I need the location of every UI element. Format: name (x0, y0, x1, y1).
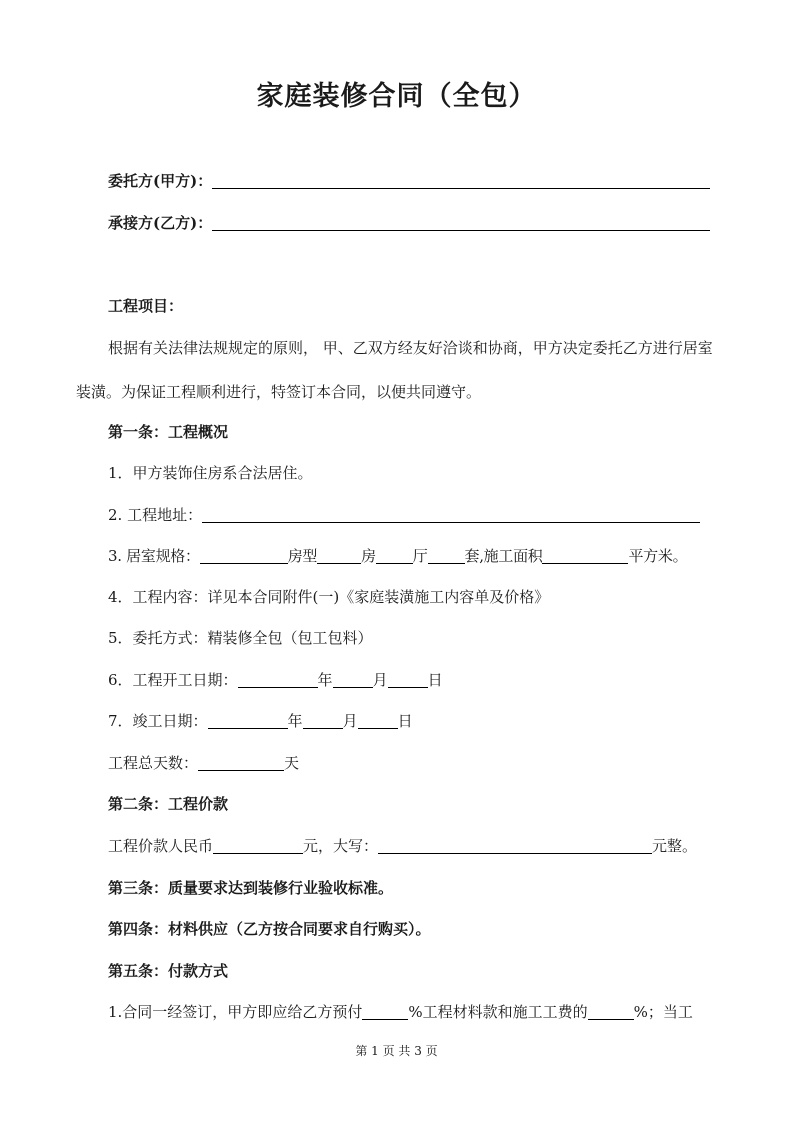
rooms-label: 房 (361, 547, 376, 565)
address-label: 2. 工程地址： (108, 506, 203, 524)
room-spec-label: 3. 居室规格： (108, 547, 200, 565)
start-year-label: 年 (317, 671, 333, 689)
article1-item7 (108, 710, 413, 732)
page-footer: 第 1 页 共 3 页 (355, 1044, 438, 1058)
completion-month-blank[interactable] (303, 712, 343, 729)
start-month-blank[interactable] (333, 671, 373, 688)
price-suffix: 元整。 (652, 837, 698, 855)
completion-year-label: 年 (287, 712, 303, 730)
price-label: 工程价款人民币 (108, 837, 214, 855)
completion-month-label: 月 (342, 712, 358, 730)
completion-day-label: 日 (397, 712, 413, 730)
project-heading: 工程项目： (108, 297, 184, 315)
contractor-party-line (108, 212, 710, 234)
article2-heading: 第二条：工程价款 (108, 795, 229, 813)
article4-heading: 第四条：材料供应（乙方按合同要求自行购买）。 (108, 920, 431, 938)
start-month-label: 月 (372, 671, 388, 689)
total-days-unit: 天 (284, 754, 300, 772)
payment-suffix: %；当工 (633, 1003, 693, 1021)
halls-label: 厅 (412, 547, 428, 565)
price-number-blank[interactable] (213, 837, 303, 854)
start-day-label: 日 (427, 671, 443, 689)
project-intro-paragraph: 根据有关法律法规规定的原则， 甲、乙双方经友好洽谈和协商，甲方决定委托乙方进行居室装潢。为保证工程顺利进行，特签订本合同，以便共同遵守。 (76, 339, 713, 401)
article1-item1: 1．甲方装饰住房系合法居住。 (108, 464, 313, 482)
completion-date-label: 7．竣工日期： (108, 712, 208, 730)
address-blank[interactable] (202, 506, 700, 523)
article2-price-line (108, 835, 697, 857)
article1-item2 (108, 504, 700, 526)
client-party-line (108, 170, 710, 192)
article1-heading: 第一条：工程概况 (108, 423, 229, 441)
sets-area-label: 套,施工面积 (464, 547, 543, 565)
article1-item6 (108, 669, 443, 691)
article3-heading: 第三条：质量要求达到装修行业验收标准。 (108, 879, 394, 897)
client-name-blank[interactable] (212, 172, 710, 189)
sets-blank[interactable] (428, 547, 465, 564)
start-day-blank[interactable] (388, 671, 428, 688)
rooms-blank[interactable] (317, 547, 361, 564)
completion-day-blank[interactable] (358, 712, 398, 729)
client-label: 委托方(甲方)： (108, 172, 213, 190)
total-days-line (108, 752, 299, 774)
room-spec-blank[interactable] (200, 547, 288, 564)
start-date-label: 6．工程开工日期： (108, 671, 238, 689)
payment-mid: %工程材料款和施工工费的 (408, 1003, 588, 1021)
house-type-label: 房型 (287, 547, 318, 565)
completion-year-blank[interactable] (208, 712, 288, 729)
article5-item1 (108, 1001, 693, 1023)
prepay-material-blank[interactable] (362, 1003, 408, 1020)
contractor-label: 承接方(乙方)： (108, 214, 213, 232)
article1-item4: 4．工程内容：详见本合同附件(一)《家庭装潢施工内容单及价格》 (108, 588, 550, 606)
price-capital-blank[interactable] (378, 837, 652, 854)
halls-blank[interactable] (376, 547, 413, 564)
start-year-blank[interactable] (238, 671, 318, 688)
area-blank[interactable] (542, 547, 628, 564)
article5-heading: 第五条：付款方式 (108, 962, 229, 980)
price-capital-label: 元，大写： (303, 837, 379, 855)
payment-prefix: 1.合同一经签订，甲方即应给乙方预付 (108, 1003, 363, 1021)
article1-item5: 5．委托方式：精装修全包（包工包料） (108, 629, 373, 647)
total-days-label: 工程总天数： (108, 754, 199, 772)
contractor-name-blank[interactable] (212, 214, 710, 231)
total-days-blank[interactable] (198, 754, 284, 771)
area-unit-label: 平方米。 (628, 547, 688, 565)
page-title: 家庭装修合同（全包） (256, 81, 537, 112)
prepay-labor-blank[interactable] (588, 1003, 634, 1020)
article1-item3 (108, 545, 687, 567)
